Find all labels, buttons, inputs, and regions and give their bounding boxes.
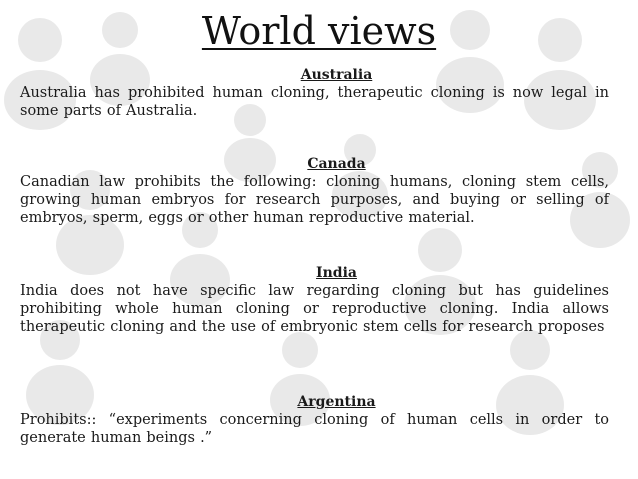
section-heading: Australia <box>300 67 373 83</box>
section-text: Australia has prohibited human cloning, therapeutic cloning is now legal in some parts of Australia. <box>20 85 609 119</box>
section-india <box>20 264 609 336</box>
section-text: Prohibits:: “experiments concerning cloning of human cells in order to generate human beings .” <box>20 412 609 446</box>
section-australia <box>20 66 609 120</box>
section-heading: Argentina <box>297 394 376 410</box>
section-text: Canadian law prohibits the following: cloning humans, cloning stem cells, growing human embryos for research purposes, and buying or selling of embryos, sperm, eggs or other human reproductive material. <box>20 174 609 226</box>
section-heading: India <box>316 265 357 281</box>
section-canada <box>20 155 609 227</box>
section-heading: Canada <box>307 156 366 172</box>
slide-title: World views <box>201 9 437 53</box>
section-argentina <box>20 393 609 447</box>
section-text: India does not have specific law regarding cloning but has guidelines prohibiting whole human cloning or reproductive cloning. India allows therapeutic cloning and the use of embryonic stem cells for research proposes <box>20 283 609 335</box>
